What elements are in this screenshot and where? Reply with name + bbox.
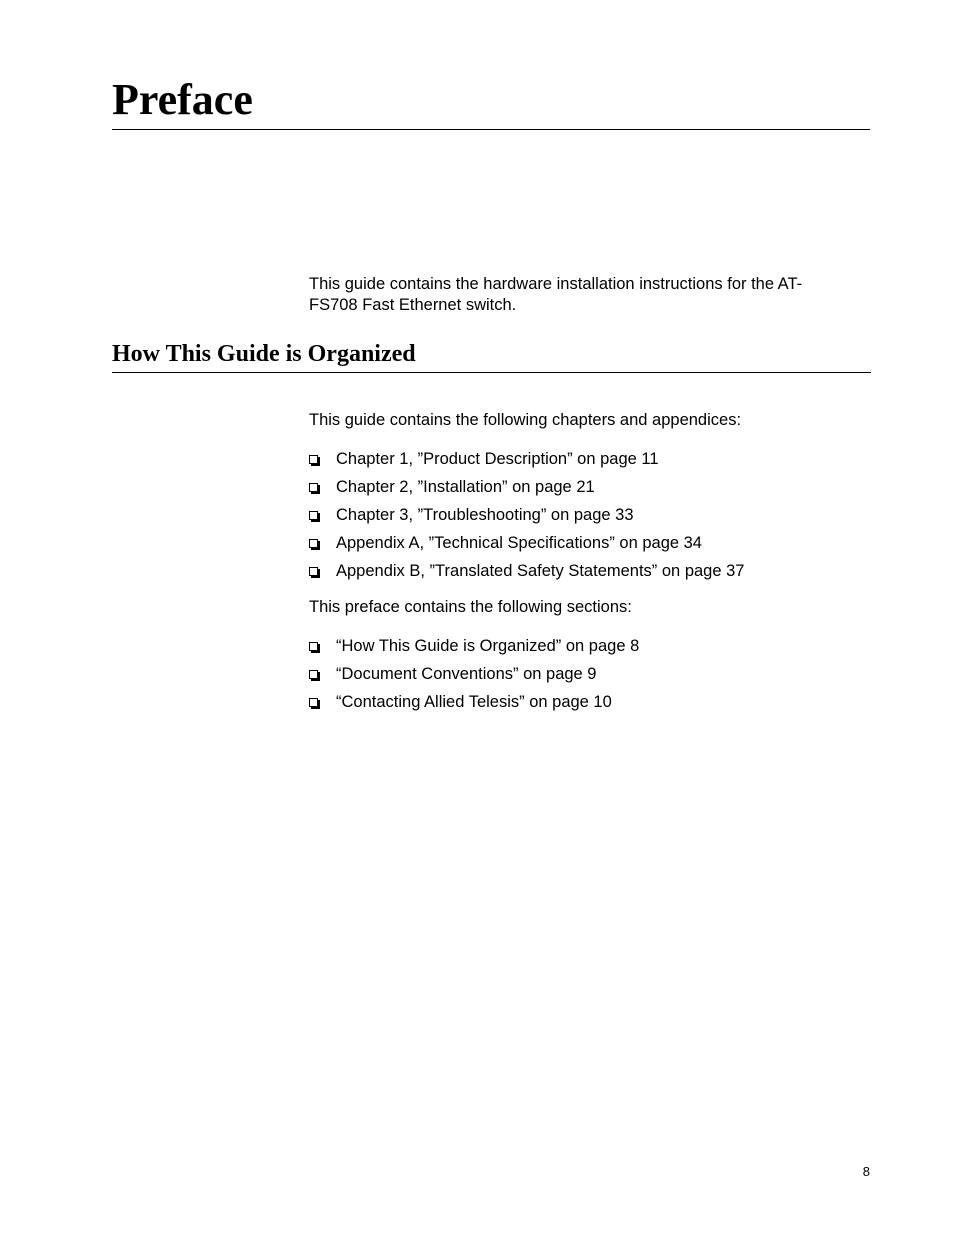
list-item[interactable] bbox=[309, 476, 744, 504]
checkbox-bullet-icon bbox=[309, 511, 318, 520]
chapter-link[interactable]: Chapter 3, ”Troubleshooting” on page 33 bbox=[336, 506, 634, 524]
chapter-list bbox=[309, 448, 744, 588]
chapter-link[interactable]: Chapter 2, ”Installation” on page 21 bbox=[336, 478, 595, 496]
checkbox-bullet-icon bbox=[309, 670, 318, 679]
list-item[interactable] bbox=[309, 448, 744, 476]
page-title: Preface bbox=[112, 75, 253, 124]
checkbox-bullet-icon bbox=[309, 455, 318, 464]
list-item[interactable] bbox=[309, 691, 639, 719]
checkbox-bullet-icon bbox=[309, 539, 318, 548]
section-link[interactable]: “Contacting Allied Telesis” on page 10 bbox=[336, 693, 612, 711]
chapter-link[interactable]: Chapter 1, ”Product Description” on page 11 bbox=[336, 450, 659, 468]
section-divider bbox=[112, 372, 871, 373]
list-item[interactable] bbox=[309, 663, 639, 691]
list-item[interactable] bbox=[309, 560, 744, 588]
section-link[interactable]: “Document Conventions” on page 9 bbox=[336, 665, 597, 683]
section-heading: How This Guide is Organized bbox=[112, 341, 416, 367]
page-number: 8 bbox=[862, 1164, 870, 1179]
section-link[interactable]: “How This Guide is Organized” on page 8 bbox=[336, 637, 640, 655]
title-divider bbox=[112, 129, 870, 130]
checkbox-bullet-icon bbox=[309, 483, 318, 492]
checkbox-bullet-icon bbox=[309, 698, 318, 707]
section-list bbox=[309, 635, 639, 719]
appendix-link[interactable]: Appendix A, ”Technical Specifications” on page 34 bbox=[336, 534, 702, 552]
appendix-link[interactable]: Appendix B, ”Translated Safety Statements” on page 37 bbox=[336, 562, 745, 580]
sections-intro-paragraph: This preface contains the following sections: bbox=[309, 598, 632, 616]
list-item[interactable] bbox=[309, 504, 744, 532]
checkbox-bullet-icon bbox=[309, 567, 318, 576]
checkbox-bullet-icon bbox=[309, 642, 318, 651]
intro-paragraph: This guide contains the hardware installation instructions for the AT-FS708 Fast Ethernet switch. bbox=[309, 275, 803, 314]
chapters-intro-paragraph: This guide contains the following chapters and appendices: bbox=[309, 411, 742, 429]
list-item[interactable] bbox=[309, 532, 744, 560]
list-item[interactable] bbox=[309, 635, 639, 663]
